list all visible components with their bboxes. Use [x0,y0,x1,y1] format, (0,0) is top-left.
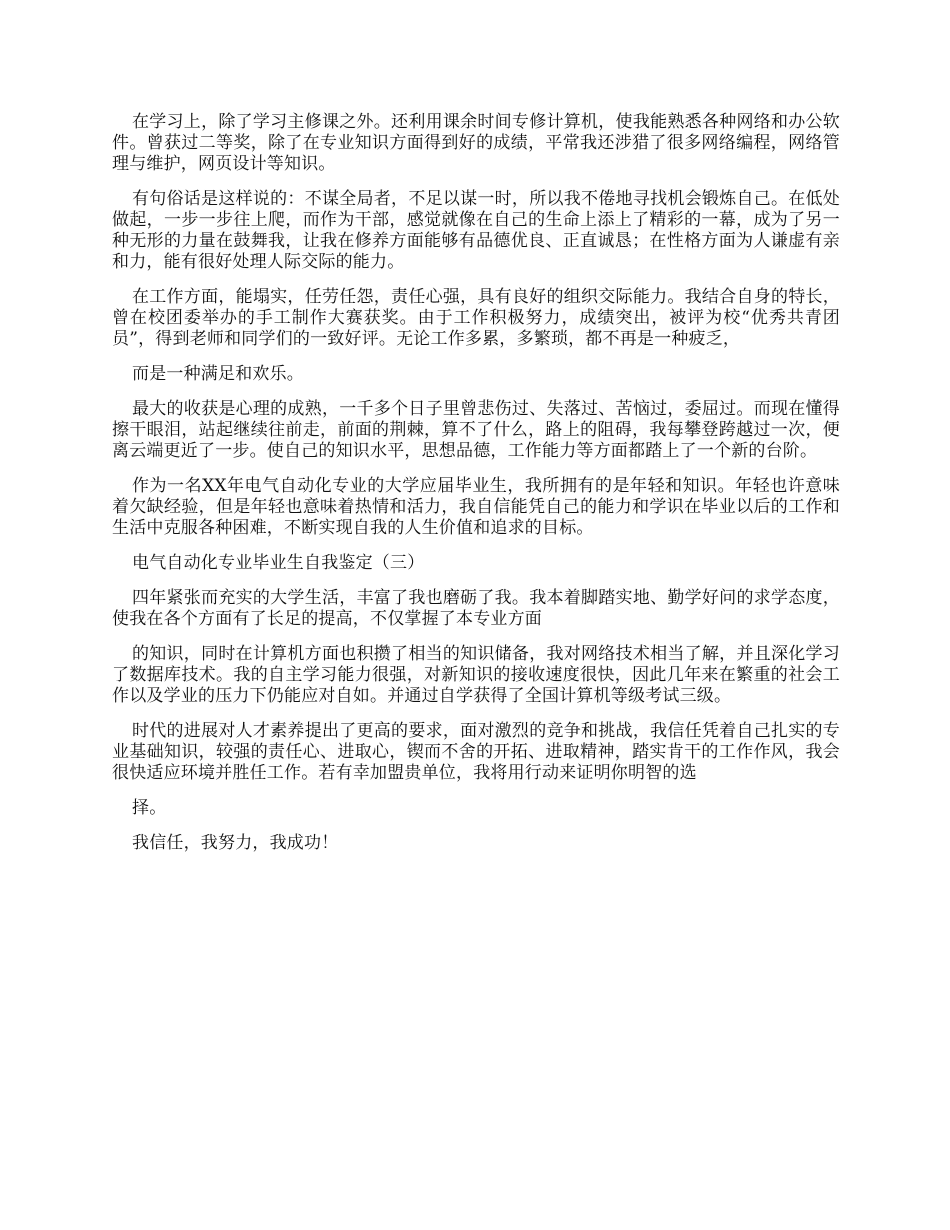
paragraph-growth: 最大的收获是心理的成熟，一千多个日子里曾悲伤过、失落过、苦恼过，委屈过。而现在懂得擦干眼泪，站起继续往前走，前面的荆棘，算不了什么，路上的阻碍，我每攀登跨越过一次，便离云端更近了一步。使自己的知识水平，思想品德，工作能力等方面都踏上了一个新的台阶。 [112,399,840,461]
paragraph-knowledge: 的知识，同时在计算机方面也积攒了相当的知识储备，我对网络技术相当了解，并且深化学习了数据库技术。我的自主学习能力很强，对新知识的接收速度很快，因此几年来在繁重的社会工作以及学业的压力下仍能应对自如。并通过自学获得了全国计算机等级考试三级。 [112,644,840,706]
paragraph-self-improvement: 有句俗话是这样说的：不谋全局者，不足以谋一时，所以我不倦地寻找机会锻炼自己。在低处做起，一步一步往上爬，而作为干部，感觉就像在自己的生命上添上了精彩的一幕，成为了另一种无形的力量在鼓舞我，让我在修养方面能够有品德优良、正直诚恳；在性格方面为人谦虚有亲和力，能有很好处理人际交际的能力。 [112,189,840,272]
paragraph-graduate-intro: 作为一名XX年电气自动化专业的大学应届毕业生，我所拥有的是年轻和知识。年轻也许意味着欠缺经验，但是年轻也意味着热情和活力，我自信能凭自己的能力和学识在毕业以后的工作和生活中克服各种困难，不断实现自我的人生价值和追求的目标。 [112,476,840,538]
paragraph-work-continued: 而是一种满足和欢乐。 [132,364,304,384]
paragraph-closing: 我信任，我努力，我成功！ [132,833,339,853]
section-heading: 电气自动化专业毕业生自我鉴定（三） [132,553,425,573]
paragraph-career-continued: 择。 [132,798,167,818]
paragraph-career: 时代的进展对人才素养提出了更高的要求，面对激烈的竞争和挑战，我信任凭着自己扎实的专业基础知识，较强的责任心、进取心，锲而不舍的开拓、进取精神，踏实肯干的工作作风，我会很快适应环境并胜任工作。若有幸加盟贵单位，我将用行动来证明你明智的选 [112,721,840,783]
paragraph-work: 在工作方面，能塌实，任劳任怨，责任心强，具有良好的组织交际能力。我结合自身的特长，曾在校团委举办的手工制作大赛获奖。由于工作积极努力，成绩突出，被评为校“优秀共青团员”，得到老师和同学们的一致好评。无论工作多累，多繁琐，都不再是一种疲乏， [112,287,840,349]
document-body [112,112,840,854]
paragraph-university-life: 四年紧张而充实的大学生活，丰富了我也磨砺了我。我本着脚踏实地、勤学好问的求学态度，使我在各个方面有了长足的提高，不仅掌握了本专业方面 [112,588,840,629]
paragraph-study: 在学习上，除了学习主修课之外。还利用课余时间专修计算机，使我能熟悉各种网络和办公软件。曾获过二等奖，除了在专业知识方面得到好的成绩，平常我还涉猎了很多网络编程，网络管理与维护，网页设计等知识。 [112,112,840,174]
